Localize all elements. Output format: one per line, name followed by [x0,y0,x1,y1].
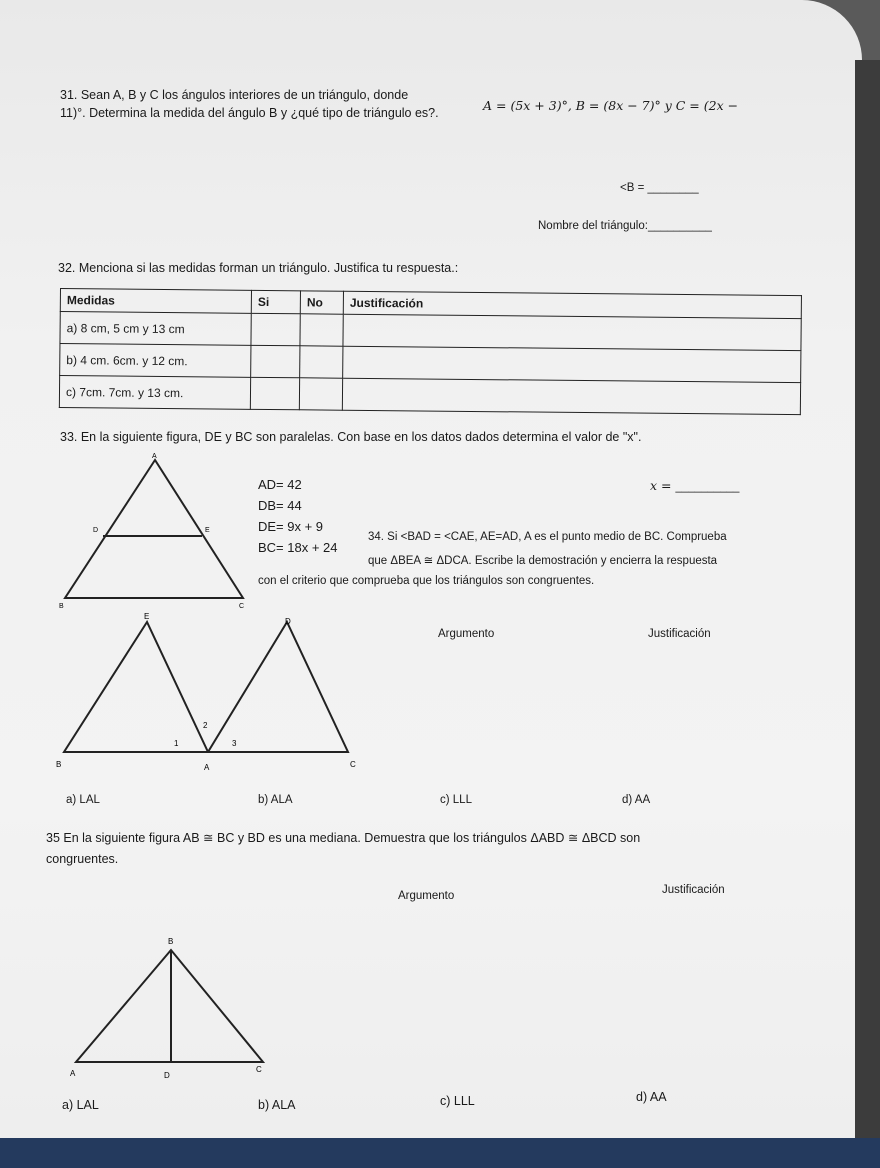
vertex-c-label: C [256,1065,262,1074]
q35-argumento-header: Argumento [398,890,455,902]
row-a-justificacion-cell[interactable] [343,314,801,350]
q35-option-a[interactable]: a) LAL [62,1098,99,1112]
q31-line2: 11)°. Determina la medida del ángulo B y ¿qué tipo de triángulo es?. [60,106,439,120]
row-a-no-cell[interactable] [300,314,343,346]
angle-3-label: 3 [232,739,237,748]
vertex-c-label: C [239,603,245,610]
x-prompt [650,478,739,493]
q31-line1: 31. Sean A, B y C los ángulos interiores de un triángulo, donde [60,88,409,102]
row-c-no-cell[interactable] [299,378,342,410]
vertex-a-label: A [70,1069,76,1078]
triangle-bea [64,622,208,752]
vertex-c-label: C [350,760,356,769]
data-bc: BC= 18x + 24 [258,540,338,555]
q34-two-triangles-figure [50,612,360,777]
q34-option-d[interactable]: d) AA [622,794,651,806]
q34-option-c[interactable]: c) LLL [440,794,472,806]
q34-argumento-header: Argumento [438,628,495,640]
vertex-b-label: B [168,937,174,946]
row-c-medidas: c) 7cm. 7cm. y 13 cm. [59,376,250,410]
triangle-name-answer-blank[interactable]: __________ [647,220,712,232]
q35-justificacion-header: Justificación [662,884,725,896]
triangle-abc [76,950,263,1062]
triangle-name-prompt [538,220,712,232]
vertex-d-label: D [93,527,99,534]
header-medidas: Medidas [60,289,251,314]
row-a-si-cell[interactable] [251,313,300,345]
q34-line3: con el criterio que comprueba que los triángulos son congruentes. [258,575,595,587]
q34-option-b[interactable]: b) ALA [258,794,293,806]
row-c-justificacion-cell[interactable] [342,378,800,414]
angle-b-answer-blank[interactable]: ________ [647,182,699,194]
header-justificacion: Justificación [343,291,801,318]
triangle-adc [208,622,348,752]
q35-line1: 35 En la siguiente figura AB ≅ BC y BD es una mediana. Demuestra que los triángulos ΔABD ≅ ΔBCD son [46,831,641,845]
angle-2-label: 2 [203,721,208,730]
table-row [59,376,800,415]
page-edge-shadow [855,60,880,1140]
vertex-b-label: B [56,760,62,769]
angle-1-label: 1 [174,739,179,748]
vertex-e-label: E [144,612,150,621]
data-de: DE= 9x + 9 [258,519,324,534]
q33-data-list [258,474,338,558]
vertex-a-label: A [204,763,210,772]
angle-b-prompt [620,182,699,194]
vertex-d-label: D [285,617,291,626]
q33-triangle-figure [55,450,255,610]
background-surface [0,1138,880,1168]
q35-option-c[interactable]: c) LLL [440,1094,475,1108]
row-b-justificacion-cell[interactable] [343,346,801,382]
q35-line2: congruentes. [46,852,119,866]
q33-title: 33. En la siguiente figura, DE y BC son paralelas. Con base en los datos dados determina el valor de "x". [60,430,642,444]
row-a-medidas: a) 8 cm, 5 cm y 13 cm [60,312,251,346]
triangle-abc [65,460,243,598]
q34-line1: 34. Si <BAD = <CAE, AE=AD, A es el punto medio de BC. Comprueba [368,531,727,543]
row-b-medidas: b) 4 cm. 6cm. y 12 cm. [60,344,251,378]
row-c-si-cell[interactable] [250,377,299,409]
x-answer-blank[interactable]: __________ [675,481,740,493]
measurements-table [59,288,802,415]
data-db: DB= 44 [258,498,302,513]
vertex-e-label: E [205,527,210,534]
header-no: No [300,291,343,314]
row-b-no-cell[interactable] [300,346,343,378]
data-ad: AD= 42 [258,477,302,492]
row-b-si-cell[interactable] [251,345,300,377]
q31-formula: A = (5x + 3)°, B = (8x − 7)° y C = (2x − [483,98,739,113]
q35-triangle-figure [60,930,280,1085]
q34-line2: que ΔBEA ≅ ΔDCA. Escribe la demostración y encierra la respuesta [368,555,718,567]
q34-justificacion-header: Justificación [648,628,711,640]
q35-option-d[interactable]: d) AA [636,1090,667,1104]
vertex-a-label: A [152,453,157,460]
q35-option-b[interactable]: b) ALA [258,1098,296,1112]
x-label: x = [650,478,676,493]
q32-title: 32. Menciona si las medidas forman un triángulo. Justifica tu respuesta.: [58,261,459,275]
vertex-b-label: B [59,603,64,610]
point-d-label: D [164,1071,170,1080]
header-si: Si [251,290,300,313]
q34-option-a[interactable]: a) LAL [66,794,100,806]
triangle-name-label: Nombre del triángulo: [538,220,648,232]
angle-b-label: <B = [620,182,648,194]
